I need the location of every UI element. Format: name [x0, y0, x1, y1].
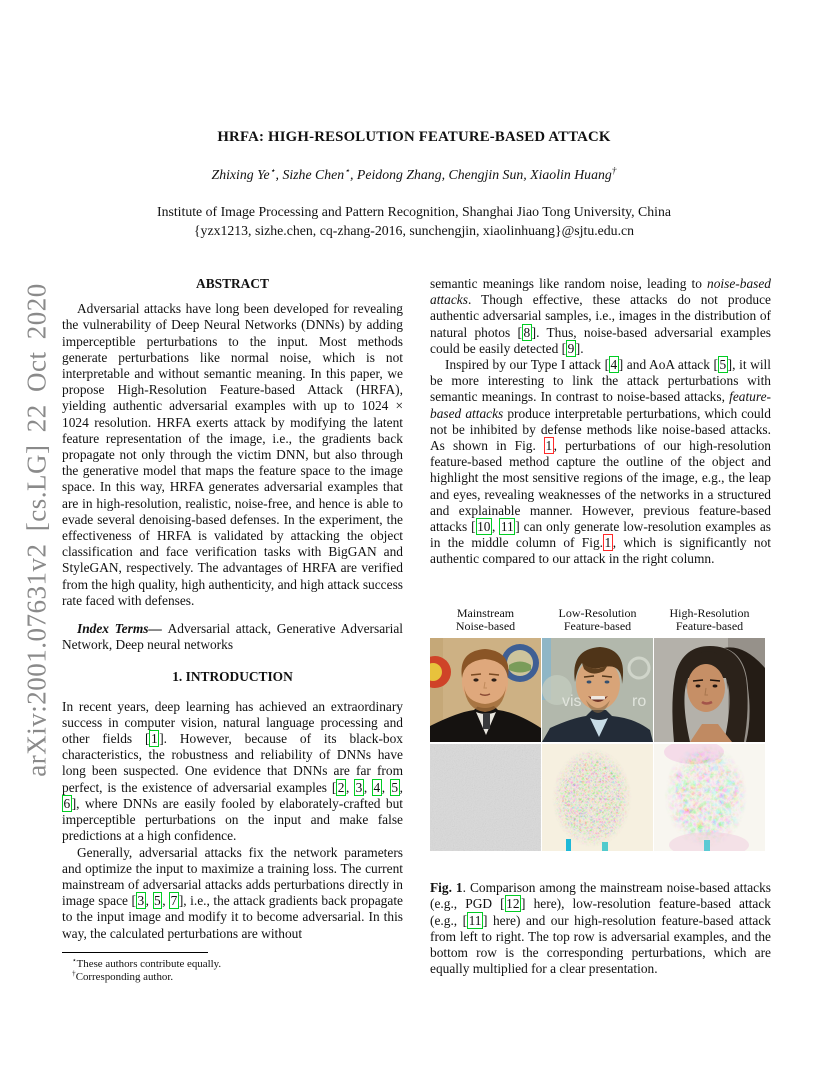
- citation-link[interactable]: 5: [719, 357, 727, 373]
- adv-example-high-res-feature-photo: [654, 638, 765, 742]
- perturbation-high-res-feature: [654, 744, 765, 851]
- left-column: [62, 276, 403, 984]
- footnote-rule: [62, 952, 208, 953]
- text-segment: ⋆: [72, 955, 77, 965]
- text-segment: Zhixing Ye: [211, 167, 270, 182]
- text-segment: ,: [492, 519, 500, 535]
- text-segment: These authors contribute equally.: [76, 957, 222, 970]
- citation-link[interactable]: 11: [468, 912, 482, 928]
- footnote-block: [62, 952, 403, 984]
- perturbation-low-res-feature: [542, 744, 653, 851]
- citation-link[interactable]: 7: [170, 893, 178, 909]
- text-segment: ,: [162, 893, 170, 909]
- label-low-resolution-feature-based: [542, 607, 653, 635]
- text-segment: , Sizhe Chen: [275, 167, 345, 182]
- introduction-heading: 1. INTRODUCTION: [172, 669, 293, 685]
- citation-link[interactable]: 12: [506, 896, 520, 912]
- figure-ref-link[interactable]: 1: [604, 535, 612, 551]
- footnote-corresponding-author: [62, 968, 403, 984]
- text-segment: ], it will be more interesting to link the attack perturbations with semantic meanings. In contrast to noise-based attacks,: [430, 357, 771, 405]
- label-line: Noise-based: [455, 619, 516, 634]
- right-column: [430, 276, 771, 977]
- label-high-resolution-feature-based: [654, 607, 765, 635]
- citation-link[interactable]: 11: [500, 519, 514, 535]
- text-segment: Inspired by our Type I attack [: [445, 357, 610, 373]
- text-segment: produce interpretable perturbations, which could not be inhibited by defense methods like noise-based attacks. As shown in Fig.: [430, 405, 771, 454]
- text-segment: ⋆: [269, 166, 276, 177]
- citation-link[interactable]: 3: [355, 779, 363, 795]
- text-segment: . Though effective, these attacks do not produce authentic adversarial samples, i.e., images in the distribution of natural photos [: [430, 292, 771, 340]
- two-column-body: [0, 239, 828, 984]
- text-segment: ], i.e., the attack gradients back propagate to the input image and modify it to become adversarial. In this way, the calculated perturbations are without: [62, 893, 403, 941]
- text-segment: , Peidong Zhang, Chengjin Sun, Xiaolin Huang: [350, 167, 612, 182]
- right-paragraph-1: [430, 276, 771, 357]
- text-segment: ] can only generate low-resolution examples as in the middle column of Fig.: [430, 519, 771, 551]
- svg-text:ro: ro: [632, 693, 647, 711]
- svg-text:vis: vis: [562, 693, 582, 711]
- citation-link[interactable]: 2: [337, 779, 345, 795]
- figure-column-labels: [430, 607, 771, 635]
- text-segment: ,: [399, 779, 403, 795]
- text-segment: Adversarial attack, Generative Adversarial Network, Deep neural networks: [62, 621, 403, 653]
- text-segment: ] here) and our high-resolution feature-based attack from left to right. The top row is adversarial examples, and the bottom row is the corresponding perturbations, which are equally multiplied for a clear presentation.: [430, 912, 771, 977]
- text-segment: ]. Thus, noise-based adversarial examples could be easily detected [: [430, 324, 772, 356]
- paper-header: [0, 0, 828, 239]
- text-segment: ,: [346, 779, 355, 795]
- text-segment: ], where DNNs are easily fooled by elaborately-crafted but imperceptible perturbations on the input and make false predictions at a high confidence.: [62, 795, 403, 844]
- label-line: Feature-based: [563, 619, 632, 634]
- text-segment: †: [611, 166, 617, 177]
- figure-1-caption: [430, 880, 771, 977]
- text-segment: ] here), low-resolution feature-based attack (e.g., [: [430, 896, 771, 928]
- text-segment: †: [72, 968, 76, 978]
- label-mainstream-noise-based: [430, 607, 541, 635]
- text-segment: , which is significantly not authentic compared to our attack in the right column.: [430, 535, 772, 567]
- text-segment: ].: [575, 340, 584, 356]
- abstract-body: Adversarial attacks have long been developed for revealing the vulnerability of Deep Neural Networks (DNNs) by adding imperceptible perturbations to the input. Most methods generate perturbations like normal noise, which is not interpretable and without semantic meaning. In this paper, we propose High-Resolution Feature-based Attack (HRFA), yielding authentic adversarial examples with up to 1024 × 1024 resolution. HRFA exerts attack by modifying the latent feature representation of the image, i.e., the gradients back propagate not only through the victim DNN, but also through the generative model that maps the feature space to the image space. In this way, HRFA generates adversarial examples that are in high-resolution, realistic, noise-free, and hence is able to evade several denoising-based defenses. In the experiment, the effectiveness of HRFA is validated by attacking the object classification and face verification tasks with BigGAN and StyleGAN, respectively. The advantages of HRFA are verified from the high quality, high authenticity, and high attack success rate faced with defenses.: [62, 301, 403, 608]
- authors-line: [0, 167, 828, 183]
- right-paragraph-2: [430, 357, 771, 568]
- text-segment: . Comparison among the mainstream noise-based attacks (e.g., PGD [: [430, 880, 771, 912]
- citation-link[interactable]: 3: [137, 893, 145, 909]
- label-line: Mainstream: [456, 605, 515, 620]
- text-segment: In recent years, deep learning has achieved an extraordinary success in computer vision, natural language processing and other fields [: [62, 698, 403, 747]
- abstract-heading: ABSTRACT: [196, 276, 269, 291]
- text-segment: ] and AoA attack [: [618, 357, 718, 373]
- text-segment: Corresponding author.: [75, 970, 174, 983]
- adv-example-noise-based-photo: [430, 638, 541, 742]
- citation-link[interactable]: 4: [373, 779, 381, 795]
- text-segment: Fig. 1: [430, 880, 463, 896]
- citation-link[interactable]: 10: [477, 519, 491, 535]
- text-segment: Generally, adversarial attacks fix the network parameters and optimize the input to maximize a training loss. The current mainstream of adversarial attacks adds perturbations directly in image space [: [62, 844, 403, 909]
- citation-link[interactable]: 1: [150, 731, 158, 747]
- citation-link[interactable]: 9: [567, 340, 575, 356]
- citation-link[interactable]: 8: [523, 324, 531, 340]
- text-segment: Index Terms—: [77, 621, 168, 637]
- text-segment: feature-based attacks: [430, 389, 771, 421]
- emails-line: {yzx1213, sizhe.chen, cq-zhang-2016, sunchengjin, xiaolinhuang}@sjtu.edu.cn: [193, 223, 635, 238]
- intro-paragraph-2: [62, 845, 403, 942]
- footnote-equal-contribution: [62, 955, 403, 971]
- label-line: Low-Resolution: [558, 605, 637, 620]
- text-segment: semantic meanings like random noise, leading to: [430, 276, 708, 291]
- citation-link[interactable]: 6: [63, 795, 71, 811]
- citation-link[interactable]: 4: [610, 357, 618, 373]
- arxiv-watermark: arXiv:2001.07631v2 [cs.LG] 22 Oct 2020: [21, 283, 52, 777]
- label-line: High-Resolution: [669, 605, 750, 620]
- text-segment: ,: [381, 779, 390, 795]
- text-segment: ]. However, because of its black-box characteristics, the robustness and reliability of DNNs have long been suspected. One evidence that DNNs are far from perfect, is the existence of adversarial examples [: [62, 731, 403, 795]
- text-segment: , perturbations of our high-resolution feature-based method capture the outline of the object and highlight the most sensitive regions of the image, e.g., the leap and eyes, revealing weaknesses of the networks in a structured and explainable manner. However, previous feature-based attacks [: [430, 438, 771, 535]
- citation-link[interactable]: 5: [391, 779, 399, 795]
- paper-title: HRFA: HIGH-RESOLUTION FEATURE-BASED ATTACK: [217, 129, 611, 145]
- index-terms: [62, 621, 403, 653]
- text-segment: noise-based attacks: [430, 276, 771, 308]
- text-segment: ⋆: [344, 166, 351, 177]
- figure-image-grid: [430, 638, 771, 851]
- figure-ref-link[interactable]: 1: [545, 438, 553, 454]
- intro-paragraph-1: [62, 699, 403, 845]
- figure-1: [430, 607, 771, 978]
- citation-link[interactable]: 5: [154, 893, 161, 909]
- text-segment: ,: [363, 779, 373, 795]
- text-segment: ,: [145, 893, 153, 909]
- affiliation-line: Institute of Image Processing and Pattern Recognition, Shanghai Jiao Tong University, China: [156, 204, 672, 219]
- label-line: Feature-based: [675, 619, 744, 634]
- adv-example-low-res-feature-photo: [542, 638, 653, 742]
- perturbation-noise-based: [430, 744, 541, 851]
